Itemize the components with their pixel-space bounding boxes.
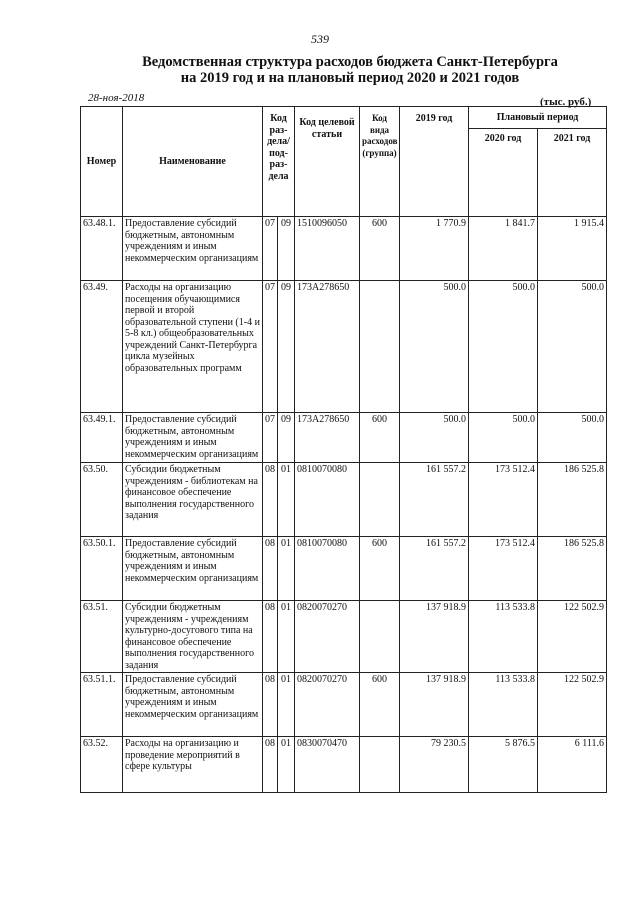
row-2021: 500.0 bbox=[538, 281, 607, 413]
row-name: Предоставление субсидий бюджетным, автономным учреждениям и иным некоммерческим организациям bbox=[123, 537, 263, 601]
row-2019: 137 918.9 bbox=[400, 673, 469, 737]
row-number: 63.48.1. bbox=[81, 217, 123, 281]
row-podrazdel: 01 bbox=[278, 737, 295, 793]
row-2019: 79 230.5 bbox=[400, 737, 469, 793]
row-podrazdel: 09 bbox=[278, 281, 295, 413]
header-2021: 2021 год bbox=[538, 129, 607, 217]
header-2020: 2020 год bbox=[469, 129, 538, 217]
table-row bbox=[81, 537, 607, 601]
header-name: Наименование bbox=[123, 107, 263, 217]
row-podrazdel: 09 bbox=[278, 413, 295, 463]
row-expense-type bbox=[360, 463, 400, 537]
header-expense-type: Код вида расходов (группа) bbox=[360, 107, 400, 217]
row-2020: 173 512.4 bbox=[469, 537, 538, 601]
table-row bbox=[81, 413, 607, 463]
header-2019: 2019 год bbox=[400, 107, 469, 217]
row-2021: 122 502.9 bbox=[538, 673, 607, 737]
row-podrazdel: 01 bbox=[278, 601, 295, 673]
row-name: Субсидии бюджетным учреждениям - библиотекам на финансовое обеспечение выполнения государственного задания bbox=[123, 463, 263, 537]
header-number: Номер bbox=[81, 107, 123, 217]
row-2020: 5 876.5 bbox=[469, 737, 538, 793]
row-2019: 1 770.9 bbox=[400, 217, 469, 281]
row-2021: 186 525.8 bbox=[538, 537, 607, 601]
table-row bbox=[81, 601, 607, 673]
header-planned: Плановый период bbox=[469, 107, 607, 129]
row-2020: 500.0 bbox=[469, 413, 538, 463]
row-expense-type bbox=[360, 601, 400, 673]
row-2021: 122 502.9 bbox=[538, 601, 607, 673]
row-2019: 500.0 bbox=[400, 281, 469, 413]
row-target: 173А278650 bbox=[295, 281, 360, 413]
row-razdel: 08 bbox=[263, 537, 278, 601]
row-target: 0810070080 bbox=[295, 463, 360, 537]
table-row bbox=[81, 281, 607, 413]
row-number: 63.50.1. bbox=[81, 537, 123, 601]
row-2020: 173 512.4 bbox=[469, 463, 538, 537]
row-target: 0820070270 bbox=[295, 673, 360, 737]
row-number: 63.49.1. bbox=[81, 413, 123, 463]
row-target: 0830070470 bbox=[295, 737, 360, 793]
row-target: 173А278650 bbox=[295, 413, 360, 463]
units-label: (тыс. руб.) bbox=[540, 96, 592, 108]
row-2020: 113 533.8 bbox=[469, 601, 538, 673]
row-expense-type: 600 bbox=[360, 413, 400, 463]
row-expense-type: 600 bbox=[360, 673, 400, 737]
header-target: Код целевой статьи bbox=[295, 107, 360, 217]
row-number: 63.49. bbox=[81, 281, 123, 413]
row-razdel: 08 bbox=[263, 673, 278, 737]
row-2021: 500.0 bbox=[538, 413, 607, 463]
row-podrazdel: 09 bbox=[278, 217, 295, 281]
row-name: Расходы на организацию и проведение мероприятий в сфере культуры bbox=[123, 737, 263, 793]
row-razdel: 08 bbox=[263, 463, 278, 537]
table-row bbox=[81, 673, 607, 737]
row-podrazdel: 01 bbox=[278, 463, 295, 537]
row-number: 63.51. bbox=[81, 601, 123, 673]
row-2020: 113 533.8 bbox=[469, 673, 538, 737]
table-row bbox=[81, 463, 607, 537]
row-razdel: 07 bbox=[263, 217, 278, 281]
row-razdel: 07 bbox=[263, 413, 278, 463]
title-line-1: Ведомственная структура расходов бюджета Санкт-Петербурга bbox=[142, 54, 558, 70]
row-target: 0810070080 bbox=[295, 537, 360, 601]
row-2021: 1 915.4 bbox=[538, 217, 607, 281]
row-name: Предоставление субсидий бюджетным, автономным учреждениям и иным некоммерческим организациям bbox=[123, 413, 263, 463]
row-expense-type bbox=[360, 281, 400, 413]
row-2021: 6 111.6 bbox=[538, 737, 607, 793]
page-number: 539 bbox=[311, 32, 329, 46]
row-2019: 500.0 bbox=[400, 413, 469, 463]
budget-table bbox=[80, 106, 607, 793]
row-razdel: 08 bbox=[263, 601, 278, 673]
title-line-2: на 2019 год и на плановый период 2020 и 2021 годов bbox=[180, 70, 520, 86]
row-number: 63.50. bbox=[81, 463, 123, 537]
row-2020: 1 841.7 bbox=[469, 217, 538, 281]
header-section: Код раз-дела/ под-раз-дела bbox=[263, 107, 295, 217]
row-expense-type: 600 bbox=[360, 537, 400, 601]
row-target: 1510096050 bbox=[295, 217, 360, 281]
row-name: Предоставление субсидий бюджетным, автономным учреждениям и иным некоммерческим организациям bbox=[123, 217, 263, 281]
row-2019: 161 557.2 bbox=[400, 463, 469, 537]
row-number: 63.51.1. bbox=[81, 673, 123, 737]
row-expense-type: 600 bbox=[360, 217, 400, 281]
row-2019: 161 557.2 bbox=[400, 537, 469, 601]
row-expense-type bbox=[360, 737, 400, 793]
row-razdel: 08 bbox=[263, 737, 278, 793]
row-podrazdel: 01 bbox=[278, 673, 295, 737]
row-name: Субсидии бюджетным учреждениям - учреждениям культурно-досугового типа на финансовое обеспечение выполнения государственного задания bbox=[123, 601, 263, 673]
row-number: 63.52. bbox=[81, 737, 123, 793]
row-podrazdel: 01 bbox=[278, 537, 295, 601]
row-razdel: 07 bbox=[263, 281, 278, 413]
document-date: 28-ноя-2018 bbox=[88, 92, 145, 104]
document-title bbox=[120, 54, 580, 86]
row-name: Расходы на организацию посещения обучающимися первой и второй образовательной ступени (1-4 и 5-8 кл.) общеобразовательных учреждений Санкт-Петербурга цикла музейных образовательных программ bbox=[123, 281, 263, 413]
table-row bbox=[81, 737, 607, 793]
row-name: Предоставление субсидий бюджетным, автономным учреждениям и иным некоммерческим организациям bbox=[123, 673, 263, 737]
row-target: 0820070270 bbox=[295, 601, 360, 673]
row-2021: 186 525.8 bbox=[538, 463, 607, 537]
table-row bbox=[81, 217, 607, 281]
row-2020: 500.0 bbox=[469, 281, 538, 413]
row-2019: 137 918.9 bbox=[400, 601, 469, 673]
